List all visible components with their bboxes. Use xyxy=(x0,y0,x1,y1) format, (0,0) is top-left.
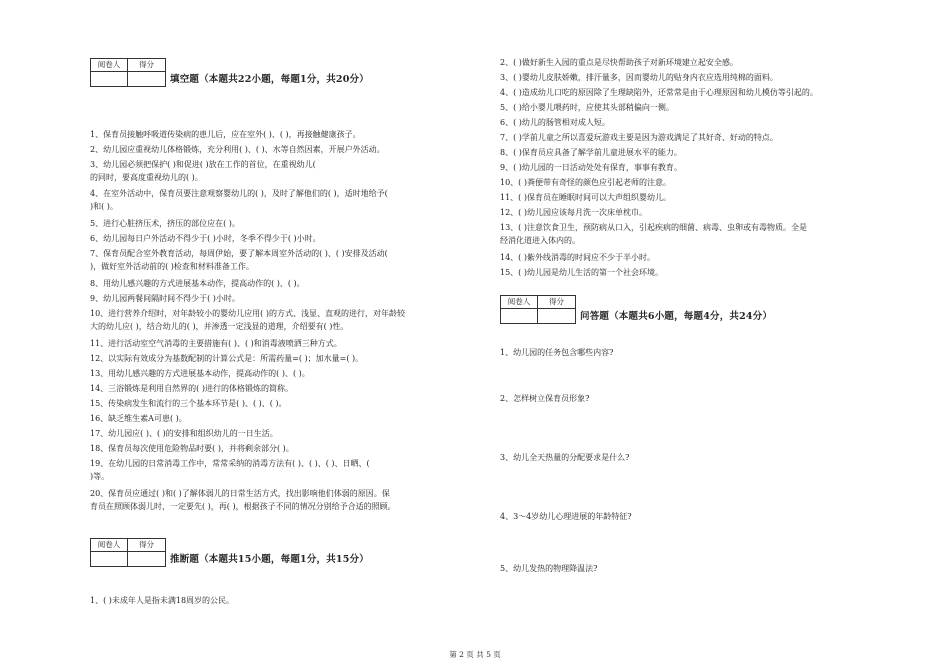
reviewer-cell[interactable] xyxy=(91,71,128,86)
question-item: 3、幼儿全天热量的分配要求是什么? xyxy=(500,453,630,462)
question-line: 15、传染病发生和流行的三个基本环节是( )、( )、( )。 xyxy=(90,399,287,408)
question-line: 17、幼儿园应( )、( )的安排和组织幼儿的一日生活。 xyxy=(90,429,278,438)
question-line: 2、( )做好新生入园的重点是尽快帮助孩子对新环境建立起安全感。 xyxy=(500,58,738,67)
question-line: 2、幼儿园应重视幼儿体格锻炼，充分利用( )、( )、水等自然因素，开展户外活动。 xyxy=(90,145,385,154)
question-line: )和( )。 xyxy=(90,202,118,211)
question-line: 5、进行心脏挤压术，挤压的部位应在( )。 xyxy=(90,219,240,228)
page-footer: 第 2 页 共 5 页 xyxy=(449,650,501,659)
qa-questions xyxy=(500,348,910,574)
qa-section-header xyxy=(500,295,910,331)
question-line: 9、( )幼儿园的一日活动处处有保育，事事有教育。 xyxy=(500,163,682,172)
score-box xyxy=(500,295,576,324)
question-line: 1、保育员接触呼吸道传染病的患儿后，应在室外( )、( )，再接触健康孩子。 xyxy=(90,130,361,139)
score-label: 得分 xyxy=(139,540,154,549)
question-line: 11、( )保育员在睡眠时间可以大声组织婴幼儿。 xyxy=(500,193,671,202)
judge-section-header xyxy=(90,538,495,574)
right-column xyxy=(500,58,910,574)
score-cell[interactable] xyxy=(128,551,165,566)
question-line: 4、( )造成幼儿口吃的原因除了生理缺陷外，还常常是由于心理原因和幼儿模仿等引起的。 xyxy=(500,88,818,97)
question-line: 3、幼儿园必须把保护( )和促进( )放在工作的首位，在重视幼儿( xyxy=(90,160,316,169)
qa-section-title: 问答题（本题共6小题，每题4分，共24分） xyxy=(580,311,773,322)
reviewer-label: 阅卷人 xyxy=(91,539,128,551)
score-label: 得分 xyxy=(139,60,154,69)
score-box xyxy=(90,58,166,87)
question-line: 6、( )幼儿的肠管相对成人短。 xyxy=(500,118,610,127)
question-line: 7、( )学前儿童之所以喜爱玩游戏主要是因为游戏满足了其好奇、好动的特点。 xyxy=(500,133,778,142)
question-line: 7、保育员配合室外教育活动，每周伊始，要了解本周室外活动的( )、( )安排及活动( xyxy=(90,249,388,258)
score-cell[interactable] xyxy=(538,308,575,323)
question-line: 19、在幼儿园的日常消毒工作中，常常采纳的消毒方法有( )、( )、( )、日晒、( xyxy=(90,459,370,468)
question-line: 20、保育员应通过( )和( )了解体弱儿的日常生活方式，找出影响他们体弱的原因。保 xyxy=(90,489,390,498)
reviewer-cell[interactable] xyxy=(91,551,128,566)
question-line: 14、三浴锻炼是利用自然界的( )进行的体格锻炼的简称。 xyxy=(90,384,293,393)
question-line: 经消化道进入体内的。 xyxy=(500,236,580,245)
question-line: 育员在照顾体弱儿时，一定要先( )，再( )，根据孩子不同的情况分别给予合适的照顾。 xyxy=(90,502,396,511)
question-line: 9、幼儿园两餐间隔时间不得少于( )小时。 xyxy=(90,294,240,303)
reviewer-label: 阅卷人 xyxy=(91,59,128,71)
question-item: 2、怎样树立保育员形象? xyxy=(500,394,590,403)
question-line: 11、进行活动室空气消毒的主要措施有( )、( )和消毒液喷洒三种方式。 xyxy=(90,339,342,348)
question-line: 大的幼儿应( )，结合幼儿的( )，并渗透一定浅显的道理，介绍要有( )性。 xyxy=(90,322,349,331)
question-item: 1、幼儿园的任务包含哪些内容? xyxy=(500,348,614,357)
left-column xyxy=(90,58,495,606)
question-item: 5、幼儿发热的物理降温法? xyxy=(500,564,598,573)
score-cell[interactable] xyxy=(128,71,165,86)
fill-questions xyxy=(90,130,495,515)
score-box xyxy=(90,538,166,567)
reviewer-cell[interactable] xyxy=(501,308,538,323)
question-line: 10、( )粪便带有奇怪的颜色应引起老师的注意。 xyxy=(500,178,671,187)
question-line: )，做好室外活动前的( )检查和材料准备工作。 xyxy=(90,262,254,271)
question-line: )等。 xyxy=(90,472,110,481)
question-line: 12、( )幼儿园应该每月洗一次床单枕巾。 xyxy=(500,208,647,217)
question-line: 8、( )保育员应具备了解学前儿童进展水平的能力。 xyxy=(500,148,682,157)
question-item: 4、3～4岁幼儿心理进展的年龄特征? xyxy=(500,512,632,521)
question-line: 13、用幼儿感兴趣的方式进展基本动作，提高动作的( )、( )。 xyxy=(90,369,310,378)
question-line: 15、( )幼儿园是幼儿生活的第一个社会环境。 xyxy=(500,268,663,277)
fill-section-header xyxy=(90,58,495,94)
question-line: 18、保育员每次使用危险物品时要( )，并将剩余部分( )。 xyxy=(90,444,294,453)
question-line: 6、幼儿园每日户外活动不得少于( )小时，冬季不得少于( )小时。 xyxy=(90,234,321,243)
fill-section-title: 填空题（本题共22小题，每题1分，共20分） xyxy=(170,74,369,85)
judge-questions-continued xyxy=(500,58,910,283)
question-line: 16、缺乏维生素A可患( )。 xyxy=(90,414,187,423)
question-line: 1、( )未成年人是指未满18周岁的公民。 xyxy=(90,596,235,605)
question-line: 8、用幼儿感兴趣的方式进展基本动作，提高动作的( )、( )。 xyxy=(90,279,305,288)
reviewer-label: 阅卷人 xyxy=(501,296,538,308)
question-line: 3、( )婴幼儿皮肤娇嫩，排汗量多，因而婴幼儿的贴身内衣应选用纯棉的面料。 xyxy=(500,73,778,82)
question-line: 14、( )紫外线消毒的时间应不少于半小时。 xyxy=(500,253,655,262)
question-line: 4、在室外活动中，保育员要注意观察婴幼儿的( )，及时了解他们的( )，适时地给予( xyxy=(90,189,388,198)
question-line: 13、( )注意饮食卫生，预防病从口入，引起疾病的细菌、病毒、虫卵或有毒物质。全是 xyxy=(500,223,807,232)
question-line: 12、以实际有效成分为基数配制的计算公式是：所需药量=( )；加水量=( )。 xyxy=(90,354,364,363)
judge-section-title: 推断题（本题共15小题，每题1分，共15分） xyxy=(170,554,369,565)
score-label: 得分 xyxy=(549,297,564,306)
question-line: 的同时，要高度重视幼儿的( )。 xyxy=(90,173,203,182)
question-line: 5、( )给小婴儿喂药时，应使其头部稍偏向一侧。 xyxy=(500,103,674,112)
question-line: 10、进行营养介绍时，对年龄较小的婴幼儿应用( )的方式、浅显、直观的进行，对年龄较 xyxy=(90,309,405,318)
